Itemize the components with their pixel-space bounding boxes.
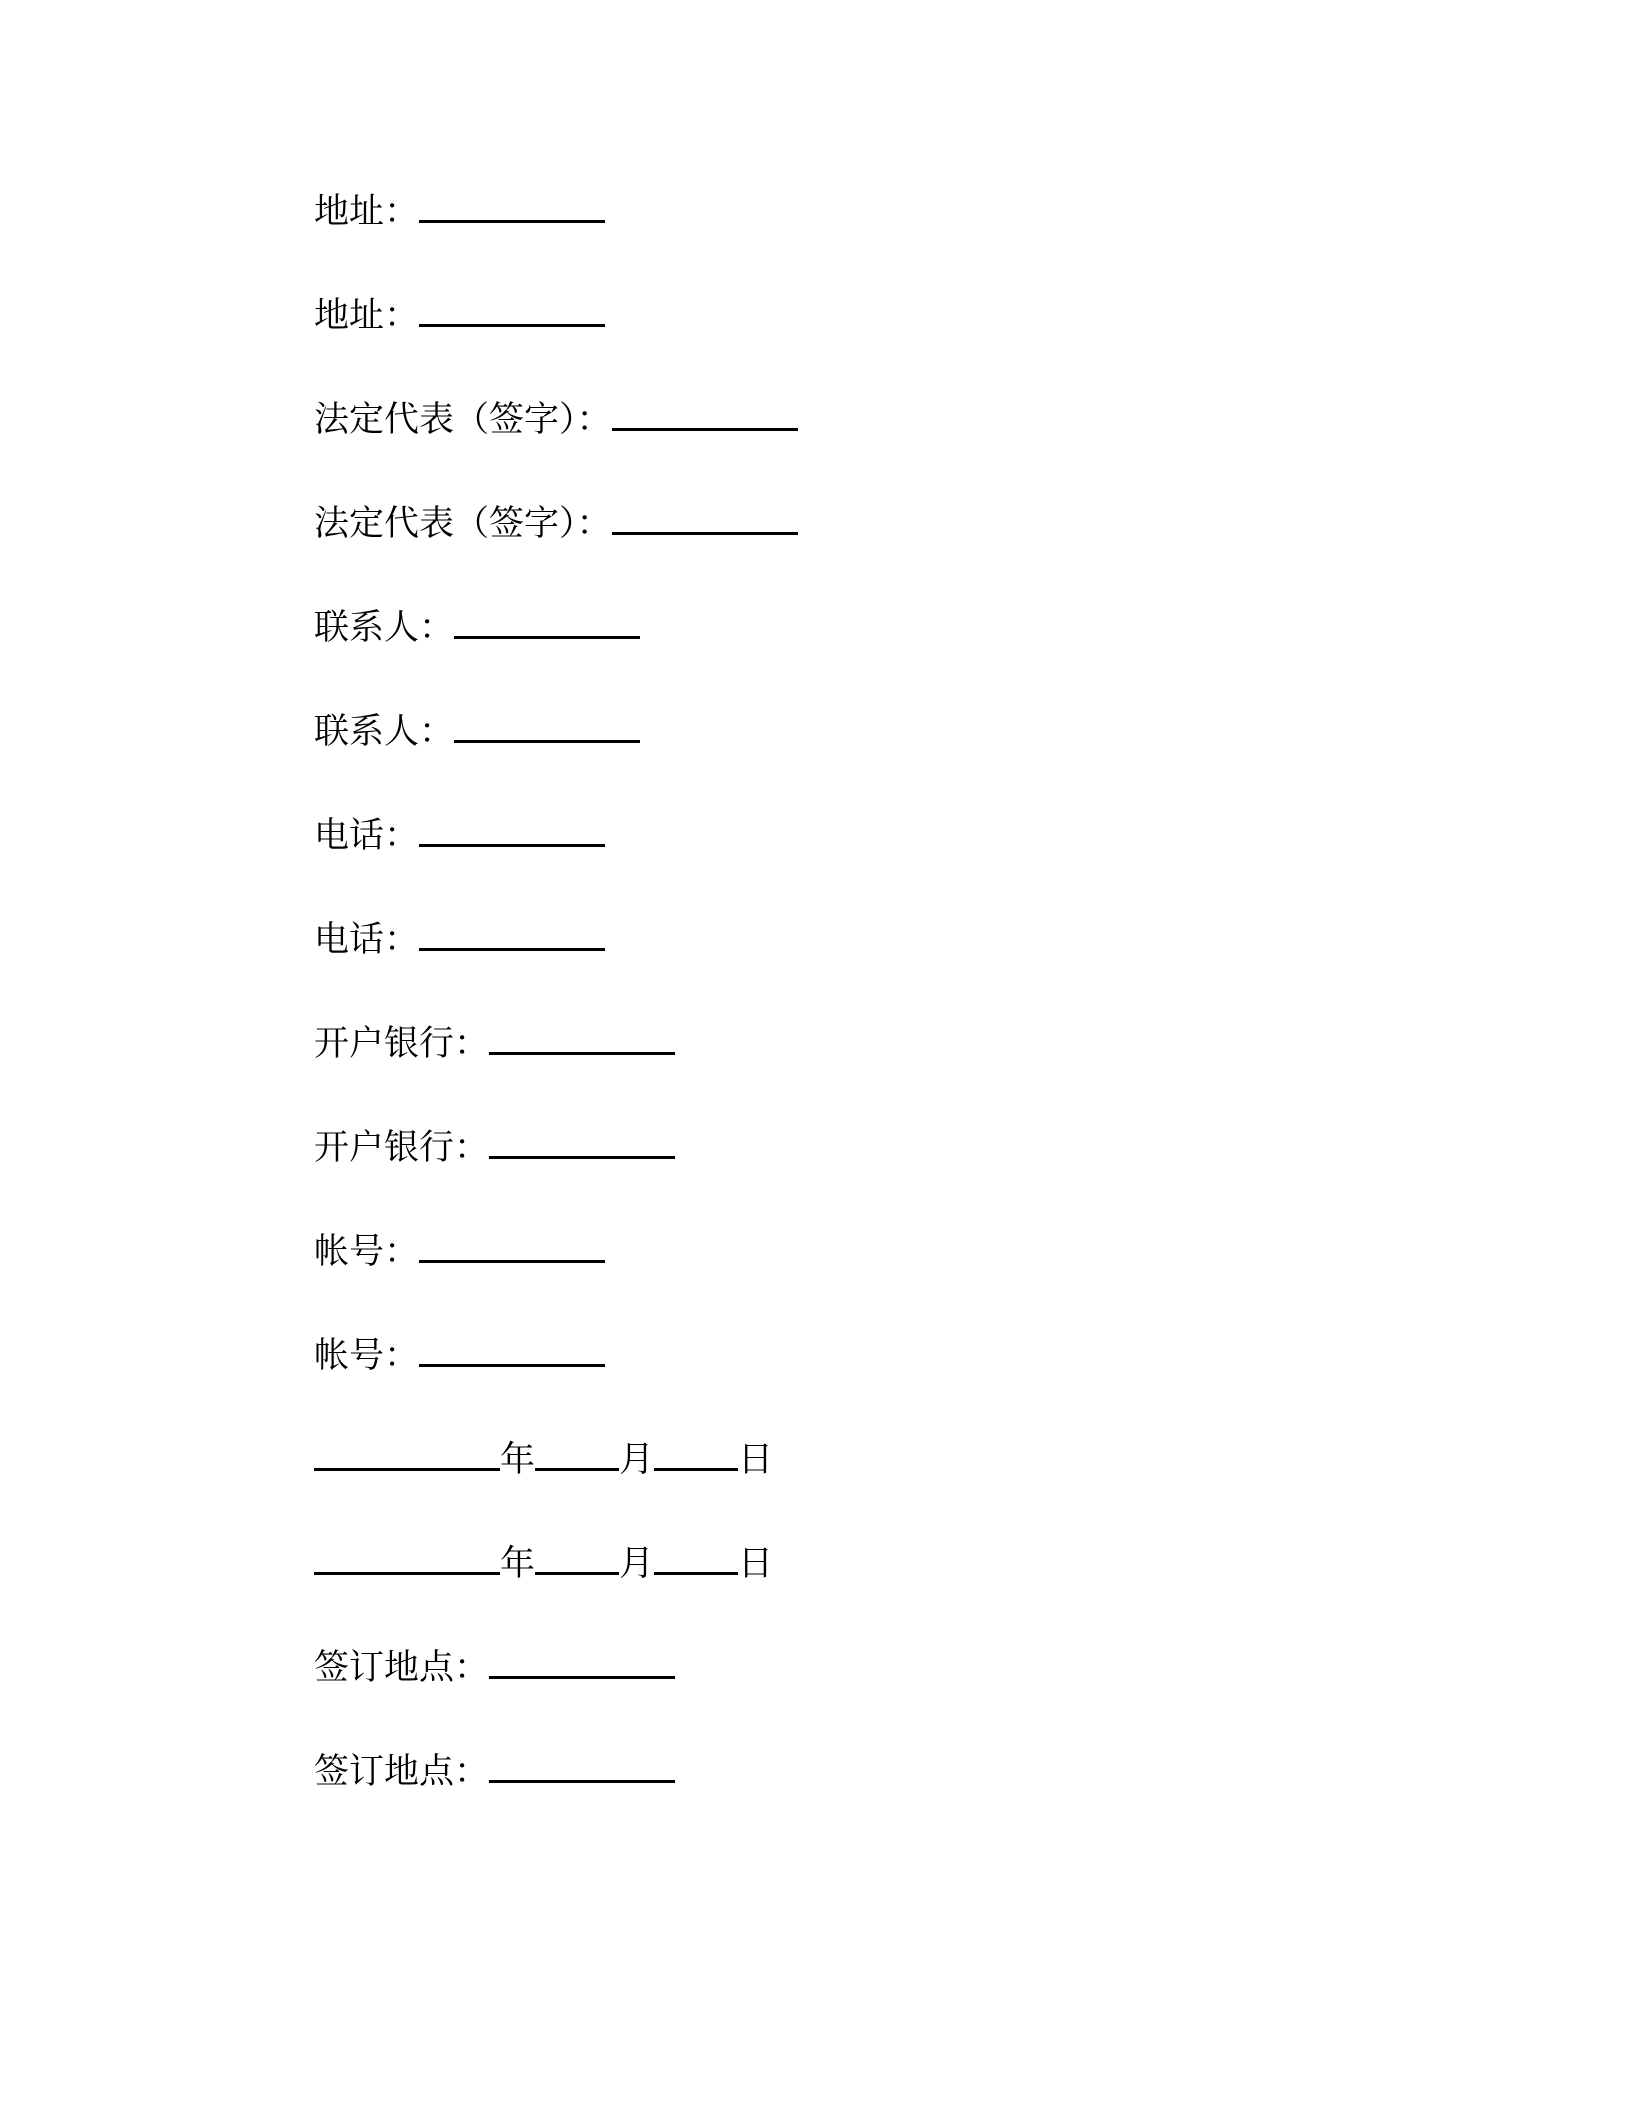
legal-rep-label: 法定代表（签字）：	[314, 504, 612, 544]
sign-place-label: 签订地点：	[314, 1648, 490, 1688]
day-blank[interactable]	[654, 1438, 738, 1471]
bank-blank[interactable]	[489, 1022, 675, 1055]
bank-line	[314, 1126, 1414, 1168]
phone-line	[314, 918, 1414, 960]
account-blank[interactable]	[419, 1230, 605, 1263]
sign-place-line	[314, 1646, 1414, 1688]
year-label: 年	[500, 1440, 536, 1480]
contact-blank[interactable]	[454, 606, 640, 639]
date-line	[314, 1542, 1414, 1584]
legal-rep-blank[interactable]	[612, 398, 798, 431]
address-blank[interactable]	[419, 190, 605, 223]
phone-label: 电话：	[314, 816, 420, 856]
legal-rep-line	[314, 502, 1414, 544]
address-line	[314, 294, 1414, 336]
account-blank[interactable]	[419, 1334, 605, 1367]
legal-rep-blank[interactable]	[612, 502, 798, 535]
phone-blank[interactable]	[419, 814, 605, 847]
month-blank[interactable]	[535, 1438, 619, 1471]
account-label: 帐号：	[314, 1232, 420, 1272]
bank-blank[interactable]	[489, 1126, 675, 1159]
contact-line	[314, 606, 1414, 648]
bank-label: 开户银行：	[314, 1128, 490, 1168]
day-label: 日	[738, 1440, 774, 1480]
account-line	[314, 1230, 1414, 1272]
bank-label: 开户银行：	[314, 1024, 490, 1064]
contact-blank[interactable]	[454, 710, 640, 743]
address-label: 地址：	[314, 192, 420, 232]
account-label: 帐号：	[314, 1336, 420, 1376]
day-blank[interactable]	[654, 1542, 738, 1575]
contact-line	[314, 710, 1414, 752]
sign-place-label: 签订地点：	[314, 1752, 490, 1792]
phone-blank[interactable]	[419, 918, 605, 951]
bank-line	[314, 1022, 1414, 1064]
legal-rep-line	[314, 398, 1414, 440]
year-blank[interactable]	[314, 1542, 500, 1575]
year-label: 年	[500, 1544, 536, 1584]
contact-label: 联系人：	[314, 608, 455, 648]
signature-block	[314, 190, 1414, 1854]
day-label: 日	[738, 1544, 774, 1584]
address-line	[314, 190, 1414, 232]
date-line	[314, 1438, 1414, 1480]
sign-place-blank[interactable]	[489, 1646, 675, 1679]
sign-place-blank[interactable]	[489, 1750, 675, 1783]
address-blank[interactable]	[419, 294, 605, 327]
month-blank[interactable]	[535, 1542, 619, 1575]
month-label: 月	[619, 1440, 655, 1480]
phone-label: 电话：	[314, 920, 420, 960]
phone-line	[314, 814, 1414, 856]
account-line	[314, 1334, 1414, 1376]
address-label: 地址：	[314, 296, 420, 336]
contact-label: 联系人：	[314, 712, 455, 752]
sign-place-line	[314, 1750, 1414, 1792]
year-blank[interactable]	[314, 1438, 500, 1471]
legal-rep-label: 法定代表（签字）：	[314, 400, 612, 440]
month-label: 月	[619, 1544, 655, 1584]
